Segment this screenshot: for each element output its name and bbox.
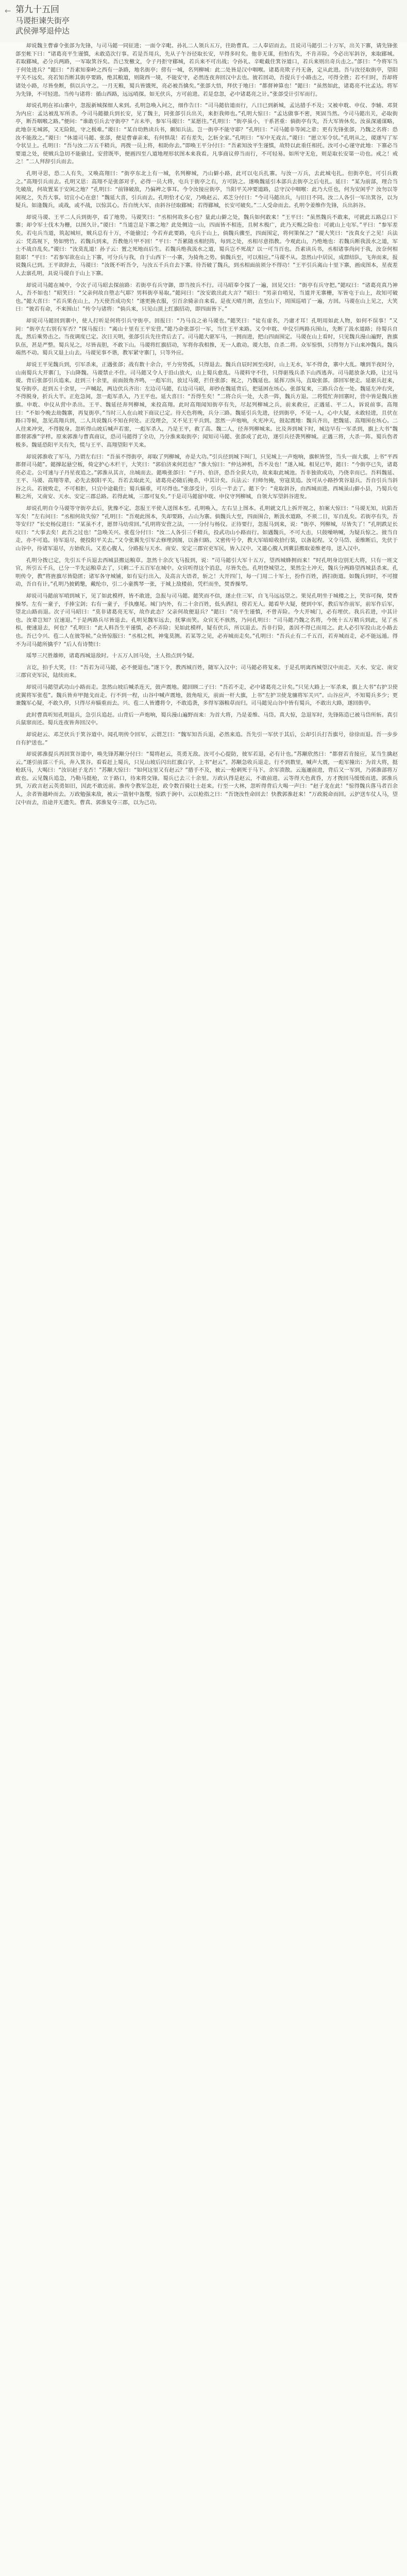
body-paragraph: 却说司马懿望武功山小路而走。忽然山坡后喊杀连天，鼓声震地。懿回顾二子曰：“吾若不走，必中诸葛亮之计矣。”只见大路上一军杀来，旗上大书“右护卫使虎翼将军张苞”。魏兵皆弃甲抛戈而走。行不到一程，山谷中喊声震地，鼓角喧天，前面一杆大旗，上书“左护卫使龙骧将军关兴”。山谷应声，不知蜀兵多少；更兼魏军心疑，不敢久停，只得尽弃辎重而去。兴、苞二人皆遵将令，不敢追袭，多得军器粮草而归。司马懿见山谷中皆有蜀兵，不敢出大路，遂回街亭。 [15, 684, 398, 707]
body-paragraph: 却说郭淮提兵再回箕谷道中，唤先锋苏颙分付曰：“蜀将赵云，英勇无敌。汝可小心提防，彼军若退，必有计也。”苏颙欣然曰：“都督若肯接应，某当生擒赵云。”遂引前部三千兵，奔入箕谷。看看赶上蜀兵，只见山坡后闪出红旗白字，上书“赵云”。苏颙急收兵退走。行不到数里，喊声大震，一彪军撞出：为首大将，挺枪跃马，大喝曰：“汝识赵子龙否！”苏颙大惊曰：“如何这里又有赵云？”措手不及，被云一枪刺死于马下。余军溃散。云迤逦前进，背后又一军到，乃郭淮部将万政也。云见魏兵追急，乃勒马挺枪，立于路口，待来将交锋。蜀兵已去三十余里。万政认得是赵云，不敢前进。云等得天色黄昏，方才拨回马缓缓而进。郭淮兵到，万政言赵云英勇如旧，因此不敢近前。淮传令教军急赶，政令数百骑壮士赶来。行至一大林，忽听得背后大喝一声曰：“赵子龙在此！”惊得魏兵落马者百余人，余者皆越岭而去。万政勉强来敌，被云一箭射中盔缨，惊跌于涧中。云以枪指之曰：“吾饶汝性命回去！快教郭淮赶来！”万政脱命而回。云护送车仗人马，望汉中而去，沿途并无遗失。曹真、郭淮复夺三郡，以为己功。 [15, 751, 398, 806]
body-paragraph: 孔明分拨已定，先引五千兵退去西城县搬运粮草。忽然十余次飞马报到，说：“司马懿引大军十五万，望西城蜂拥而来！”时孔明身边别无大将，只有一班文官，所引五千兵，已分一半先运粮草去了，只剩二千五百军在城中。众官听得这个消息，尽皆失色。孔明登城望之，果然尘土冲天，魏兵分两路望西城县杀来。孔明传令，教“将旌旗尽皆隐匿；诸军各守城铺，如有妄行出入，及高言大语者，斩之！大开四门，每一门用二十军士，扮作百姓，洒扫街道。如魏兵到时，不可擅动，吾自有计。”孔明乃披鹤氅，戴纶巾，引二小童携琴一张，于城上敌楼前，凭栏而坐，焚香操琴。 [15, 557, 398, 588]
body-paragraph: 却说孔明自令马谡等守街亭去后，犹豫不定。忽报王平使人送图本至。孔明唤入，左右呈上图本。孔明就文几上拆开视之，拍案大惊曰：“马谡无知，坑陷吾军矣！”左右问曰：“丞相何故失惊？”孔明曰：“吾观此图本，失却要路，占山为寨。倘魏兵大至，四面围合，断汲水道路，不须二日，军自乱矣。若街亭有失，吾等安归？”长史杨仪进曰：“某虽不才，愿替马幼常回。”孔明将安营之法，一一分付与杨仪。正待要行，忽报马到来，说：“街亭、列柳城，尽皆失了！”孔明跌足长叹曰：“大事去矣！此吾之过也！”急唤关兴、张苞分付曰：“汝二人各引三千精兵，投武功山小路而行。如遇魏兵，不可大击，只鼓噪呐喊，为疑兵惊之。彼当自走，亦不可追。待军退尽，便投阳平关去。”又令张翼先引军去修理剑阁，以备归路。又密传号令，教大军暗暗收拾行装，以备起程。又令马岱、姜维断后，先伏于山谷中，待诸军退尽，方始收兵。又差心腹人，分路报与天水、南安、安定三郡官吏军民，皆入汉中。又遣心腹人到冀县搬取姜维老母，送入汉中。 [15, 505, 398, 552]
body-paragraph: 却说司马懿在城中，令次子司马昭去探前路：若街亭有兵守御，即当按兵不行。司马昭奉令探了一遍，回见父曰：“街亭有兵守把。”懿叹曰：“诸葛亮真乃神人，吾不如也！”昭笑曰：“父亲何故自堕志气耶？男料街亭易取。”懿问曰：“汝安敢出此大言？”昭曰：“男亲自哨见，当道并无寨栅，军皆屯于山上，故知可破也。”懿大喜曰：“若兵果在山上，乃天使吾成功矣！”遂更换衣服，引百余骑亲自来看。是夜天晴月朗，直至山下，周围巡哨了一遍，方回。马谡在山上见之，大笑曰：“彼若有命，不来围山！”传令与诸将：“倘兵来，只见山顶上红旗招动，即四面皆下。” [15, 282, 398, 313]
chapter-subtitle-line: 武侯弹琴退仲达 [15, 26, 70, 36]
chapter-subtitle [15, 15, 70, 36]
chapter-header [0, 0, 407, 42]
body-paragraph: 却说赵云、邓芝伏兵于箕谷道中。闻孔明传令回军，云谓芝曰：“魏军知吾兵退，必然来追。吾先引一军伏于其后，公却引兵打吾旗号，徐徐而退。吾一步步自有护送也。” [15, 731, 398, 746]
body-paragraph: 却说马谡、王平二人兵到街亭，看了地势。马谡笑曰：“丞相何故多心也？量此山僻之处，魏兵如何敢来！”王平曰：“虽然魏兵不敢来，可就此五路总口下寨；却令军士伐木为栅，以图久计。”谡曰：“当道岂是下寨之地？此处侧边一山，四面皆不相连，且树木极广，此乃天赐之险也：可就山上屯军。”平曰：“参军差矣。若屯兵当道，筑起城垣，贼兵总有十万，不能偷过；今若弃此要路，屯兵于山上，倘魏兵骤至，四面围定，将何策保之？”谡大笑曰：“汝真女子之见！兵法云：凭高视下，势如劈竹。若魏兵到来，吾教他片甲不回！”平曰：“吾累随丞相经阵，每到之处，丞相尽意指教。今观此山，乃绝地也：若魏兵断我汲水之道，军士不战自乱矣。”谡曰：“汝莫乱道！孙子云：置之死地而后生。若魏兵绝我汲水之道，蜀兵岂不死战？以一可当百也。吾素读兵书，丞相诸事尚问于我，汝奈何相阻耶！”平曰：“若参军欲在山上下寨，可分兵与我，自于山西下一小寨，为掎角之势。倘魏兵至，可以相应。”马谡不从。忽然山中居民，成群结队，飞奔而来，报说魏兵已到。王平欲辞去，马谡曰：“汝既不听吾令，与汝五千兵自去下寨。待吾破了魏兵，到丞相面前须分不得功！”王平引兵离山十里下寨，画成图本，星夜差人去禀孔明，具说马谡自于山上下寨。 [15, 214, 398, 277]
body-paragraph: 此时曹真听知孔明退兵，急引兵追赶。山背后一声炮响，蜀兵漫山遍野而来：为首大将，乃是姜维、马岱。真大惊，急退军时，先锋陈造已被马岱所斩。真引兵鼠窜而还。蜀兵连夜皆奔回汉中。 [15, 711, 398, 726]
chapter-body [15, 42, 398, 2576]
body-paragraph: 却说王平见魏兵到，引军杀来，正遇张郃；战有数十余合，平力穷势孤，只得退去。魏兵自辰时困至戌时，山上无水，军不得食，寨中大乱。嚷到半夜时分，山南蜀兵大开寨门，下山降魏。马谡禁止不住。司马懿又令人于沿山放火，山上蜀兵愈乱。马谡料守不住，只得驱残兵杀下山西逃奔。司马懿放条大路，让过马谡。背后张郃引兵追来。赶到三十余里，前面鼓角齐鸣，一彪军出，放过马谡，拦住张郃；视之，乃魏延也。延挥刀纵马，直取张郃。郃回军便走。延驱兵赶来，复夺街亭。赶到五十余里，一声喊起，两边伏兵齐出：左边司马懿，右边司马昭，却抄在魏延背后，把延困在垓心。张郃复来，三路兵合在一处。魏延左冲右突，不得脱身，折兵大半。正危急间，忽一彪军杀入，乃王平也。延大喜曰：“吾得生矣！”二将合兵一处，大杀一阵，魏兵方退。二将慌忙奔回寨时，营中皆是魏兵旌旗。申耽、申仪从营中杀出。王平、魏延径奔列柳城，来投高翔。此时高翔闻知街亭有失，尽起列柳城之兵，前来救应，正遇延、平二人，诉说前事。高翔曰：“不如今晚去劫魏寨，再复街亭。”当时三人在山坡下商议已定。待天色将晚，兵分三路。魏延引兵先进，径到街亭，不见一人，心中大疑，未敢轻进，且伏在路口等候，忽见高翔兵到，二人共说魏兵不知在何处。正没理会，又不见王平兵到。忽然一声炮响，火光冲天，鼓起震地：魏兵齐出，把魏延、高翔围在垓心。二人往来冲突，不得脱身。忽听得山坡后喊声若雷，一彪军杀入，乃是王平，救了高、魏二人，径奔列柳城来。比及奔到城下时，城边早有一军杀到，旗上大书“魏都督郭淮”字样。原来郭淮与曹真商议，恐司马懿得了全功，乃分淮来取街亭；闻知司马懿、张郃成了此功，遂引兵径袭列柳城。正遇三将，大杀一阵。蜀兵伤者极多。魏延恐阳平关有失，慌与王平、高翔望阳平关来。 [15, 361, 398, 448]
chapter-title: 第九十五回 [15, 5, 59, 15]
body-paragraph: 言讫，拍手大笑，曰：“吾若为司马懿，必不便退也。”遂下令，教西城百姓，随军入汉中；司马懿必将复来。于是孔明离西城望汉中而走。天水、安定、南安三郡官吏军民，陆续而来。 [15, 664, 398, 679]
chapter-subtitle-line: 马谡拒谏失街亭 [15, 16, 70, 25]
body-paragraph: 却说司马懿前军哨到城下，见了如此模样，皆不敢进，急报与司马懿。懿笑而不信，遂止住三军，自飞马远远望之。果见孔明坐于城楼之上，笑容可掬，焚香操琴。左有一童子，手捧宝剑；右有一童子，手执麈尾。城门内外，有二十余百姓，低头洒扫，傍若无人。懿看毕大疑，便到中军，教后军作前军，前军作后军，望北山路而退。次子司马昭曰：“莫非诸葛亮无军，故作此态？父亲何故便退兵？”懿曰：“亮平生谨慎，不曾弄险。今大开城门，必有埋伏。我兵若进，中其计也。汝辈岂知？宜速退。”于是两路兵尽皆退去。孔明见魏军远去，抚掌而笑。众官无不骇然，乃问孔明曰：“司马懿乃魏之名将，今统十五万精兵到此，见了丞相，便速退去，何也？”孔明曰：“此人料吾生平谨慎，必不弄险；见如此模样，疑有伏兵，所以退去。吾非行险，盖因不得已而用之。此人必引军投山北小路去也。吾已令兴、苞二人在彼等候。”众皆惊服曰：“丞相之机，神鬼莫测。若某等之见，必弃城而走矣。”孔明曰：“吾兵止有二千五百，若弃城而走，必不能远遁。得不为司马懿所擒乎？”后人有诗赞曰： [15, 593, 398, 648]
body-paragraph: 却说魏主曹睿令张郃为先锋，与司马懿一同征进；一面令辛毗、孙礼二人领兵五万，往助曹真。二人奉诏而去。且说司马懿引二十万军，出关下寨，请先锋张郃至帐下曰：“诸葛亮平生谨慎，未敢造次行事。若是吾用兵，先从子午谷径取长安，早得多时矣。他非无谋，但怕有失，不肯弄险。今必出军斜谷，来取郿城。若取郿城，必分兵两路，一军取箕谷矣。吾已发檄文，令子丹拒守郿城，若兵来不可出战；令孙礼、辛毗截住箕谷道口，若兵来则出奇兵击之。”郃曰：“今将军当于何处进兵？”懿曰：“吾素知秦岭之西有一条路，地名街亭；傍有一城，名列柳城：此二处皆是汉中咽喉。诸葛亮欺子丹无备，定从此进。吾与汝径取街亭，望阳平关不远矣。亮若知吾断其街亭要路，绝其粮道，则陇西一境，不能安守，必然连夜奔回汉中去也。彼若回动，吾提兵于小路击之，可得全胜；若不归时，吾却将诸处小路，尽皆垒断，俱以兵守之。一月无粮，蜀兵皆饿死，亮必被吾擒矣。”张郃大悟，拜伏于地曰：“都督神算也！”懿曰：“虽然如此，诸葛亮不比孟达。将军为先锋，不可轻进。当传与诸将：循山西路，远远哨探。如无伏兵，方可前进。若是怠忽，必中诸葛亮之计。”张郃受计引军而行。 [15, 43, 398, 97]
poem-paragraph: 瑶琴三尺胜雄师，诸葛西城退敌时。十五万人回马处，土人指点到今疑。 [26, 653, 198, 659]
body-paragraph: 却说司马懿回到寨中，使人打听是何将引兵守街亭。回报曰：“乃马良之弟马谡也。”懿笑曰：“徒有虚名，乃庸才耳！孔明用如此人物，如何不误事！”又问：“街亭左右别有军否？”探马报曰：“离山十里有王平安营。”懿乃命张郃引一军，当住王平来路。又令申耽、申仪引两路兵围山，先断了汲水道路；待蜀兵自乱，然后乘势击之。当夜调度已定。次日天明，张郃引兵先往背后去了。司马懿大驱军马，一拥而进，把山四面围定。马谡在山上看时，只见魏兵漫山遍野，旌旗队伍，甚是严整。蜀兵见之，尽皆丧胆，不敢下山。马谡将红旗招动，军将你我相推，无一人敢动。谡大怒，自杀二将。众军惊惧，只得努力下山来冲魏兵。魏兵端然不动。蜀兵又退上山去。马谡见事不谐，教军紧守寨门，只等外应。 [15, 318, 398, 357]
back-arrow-icon[interactable]: ← [5, 6, 11, 15]
body-paragraph: 却说郭淮收了军马，乃谓左右曰：“吾虽不得街亭，却取了列柳城，亦是大功。”引兵径到城下叫门，只见城上一声炮响，旗帜皆竖，当头一面大旗，上书“平西都督司马懿”。懿撑起悬空板，倚定护心木栏干，大笑曰：“郭伯济来何迟也？”淮大惊曰：“仲达神机，吾不及也！”遂入城。相见已毕，懿曰：“今街亭已失，诸葛亮必走。公可速与子丹星夜追之。”郭淮从其言，出城而去。懿唤张郃曰：“子丹、伯济，恐吾全获大功，故来取此城池。吾非独欲成功，乃侥幸而已。吾料魏延、王平、马谡、高翔等辈，必先去据阳平关。吾若去取此关，诸葛亮必随后掩杀，中其计矣。兵法云：归师勿掩，穷寇莫追。汝可从小路抄箕谷退兵。吾自引兵当斜谷之兵。若彼败走，不可相拒，只宜中途截住；蜀兵辎重，可尽得也。”张郃受计，引兵一半去了。懿下令：“竟取斜谷，由西城而进。西城虽山僻小县，乃蜀兵屯粮之所，又南安、天水、安定三郡总路。若得此城，三郡可复矣。”于是司马懿留申耽、申仪守列柳城，自领大军望斜谷进发。 [15, 453, 398, 500]
body-paragraph: 却说孔明在祁山寨中，忽报新城探细人来到。孔明急唤入问之，细作告曰：“司马懿倍道而行，八日已到新城，孟达措手不及；又被申耽、申仪、李辅、邓贤为内应：孟达被乱军所杀。今司马懿撤兵到长安，见了魏主，同张郃引兵出关，来拒我师也。”孔明大惊曰：“孟达做事不密，死固当然。今司马懿出关，必取街亭，断吾咽喉之路。”便问：“谁敢引兵去守街亭？”言未毕，参军马谡曰：“某愿往。”孔明曰：“街亭虽小，干系甚重：倘街亭有失，吾大军皆休矣。汝虽深通谋略，此地奈无城郭，又无险阻，守之极难。”谡曰：“某自幼熟读兵书，颇知兵法。岂一街亭不能守耶？”孔明曰：“司马懿非等闲之辈；更有先锋张郃，乃魏之名将：恐汝不能敌之。”谡曰：“休道司马懿、张郃，便是曹睿亲来，有何惧哉！若有差失，乞斩全家。”孔明曰：“军中无戏言。”谡曰：“愿立军令状。”孔明从之，谡遂写了军令状呈上。孔明曰：“吾与汝二万五千精兵，再拨一员上将，相助你去。”即唤王平分付曰：“吾素知汝平生谨慎，故特以此重任相托。汝可小心谨守此地：下寨必当要道之处，使贼兵急切不能偷过。安营既毕，便画四至八道地理形状图本来我看。凡事商议停当而行，不可轻易。如所守无危，则是取长安第一功也。戒之！戒之！”二人拜辞引兵而去。 [15, 103, 398, 165]
body-paragraph: 孔明寻思，恐二人有失，又唤高翔曰：“街亭东北上有一城，名列柳城，乃山僻小路，此可以屯兵扎寨。与汝一万兵，去此城屯扎。但街亭危，可引兵救之。”高翔引兵而去。孔明又思：高翔不是张郃对手，必得一员大将，屯兵于街亭之右，方可防之。遂唤魏延引本部兵去街亭之后屯扎。延曰：“某为前部，理合当先破敌，何故置某于安闲之地？”孔明曰：“前锋破敌，乃偏裨之事耳。今令汝接应街亭，当阳平关冲要道路，总守汉中咽喉：此乃大任也，何为安闲乎？汝勿以等闲视之，失吾大事。切宜小心在意！”魏延大喜，引兵而去。孔明恰才心安，乃唤赵云、邓芝分付曰：“今司马懿出兵，与旧日不同。汝二人各引一军出箕谷，以为疑兵。如逢魏兵，或战，或不战，以惊其心。吾自统大军，由斜谷径取郿城；若得郿城，长安可破矣。”二人受命而去。孔明令姜维作先锋，兵出斜谷。 [15, 170, 398, 209]
